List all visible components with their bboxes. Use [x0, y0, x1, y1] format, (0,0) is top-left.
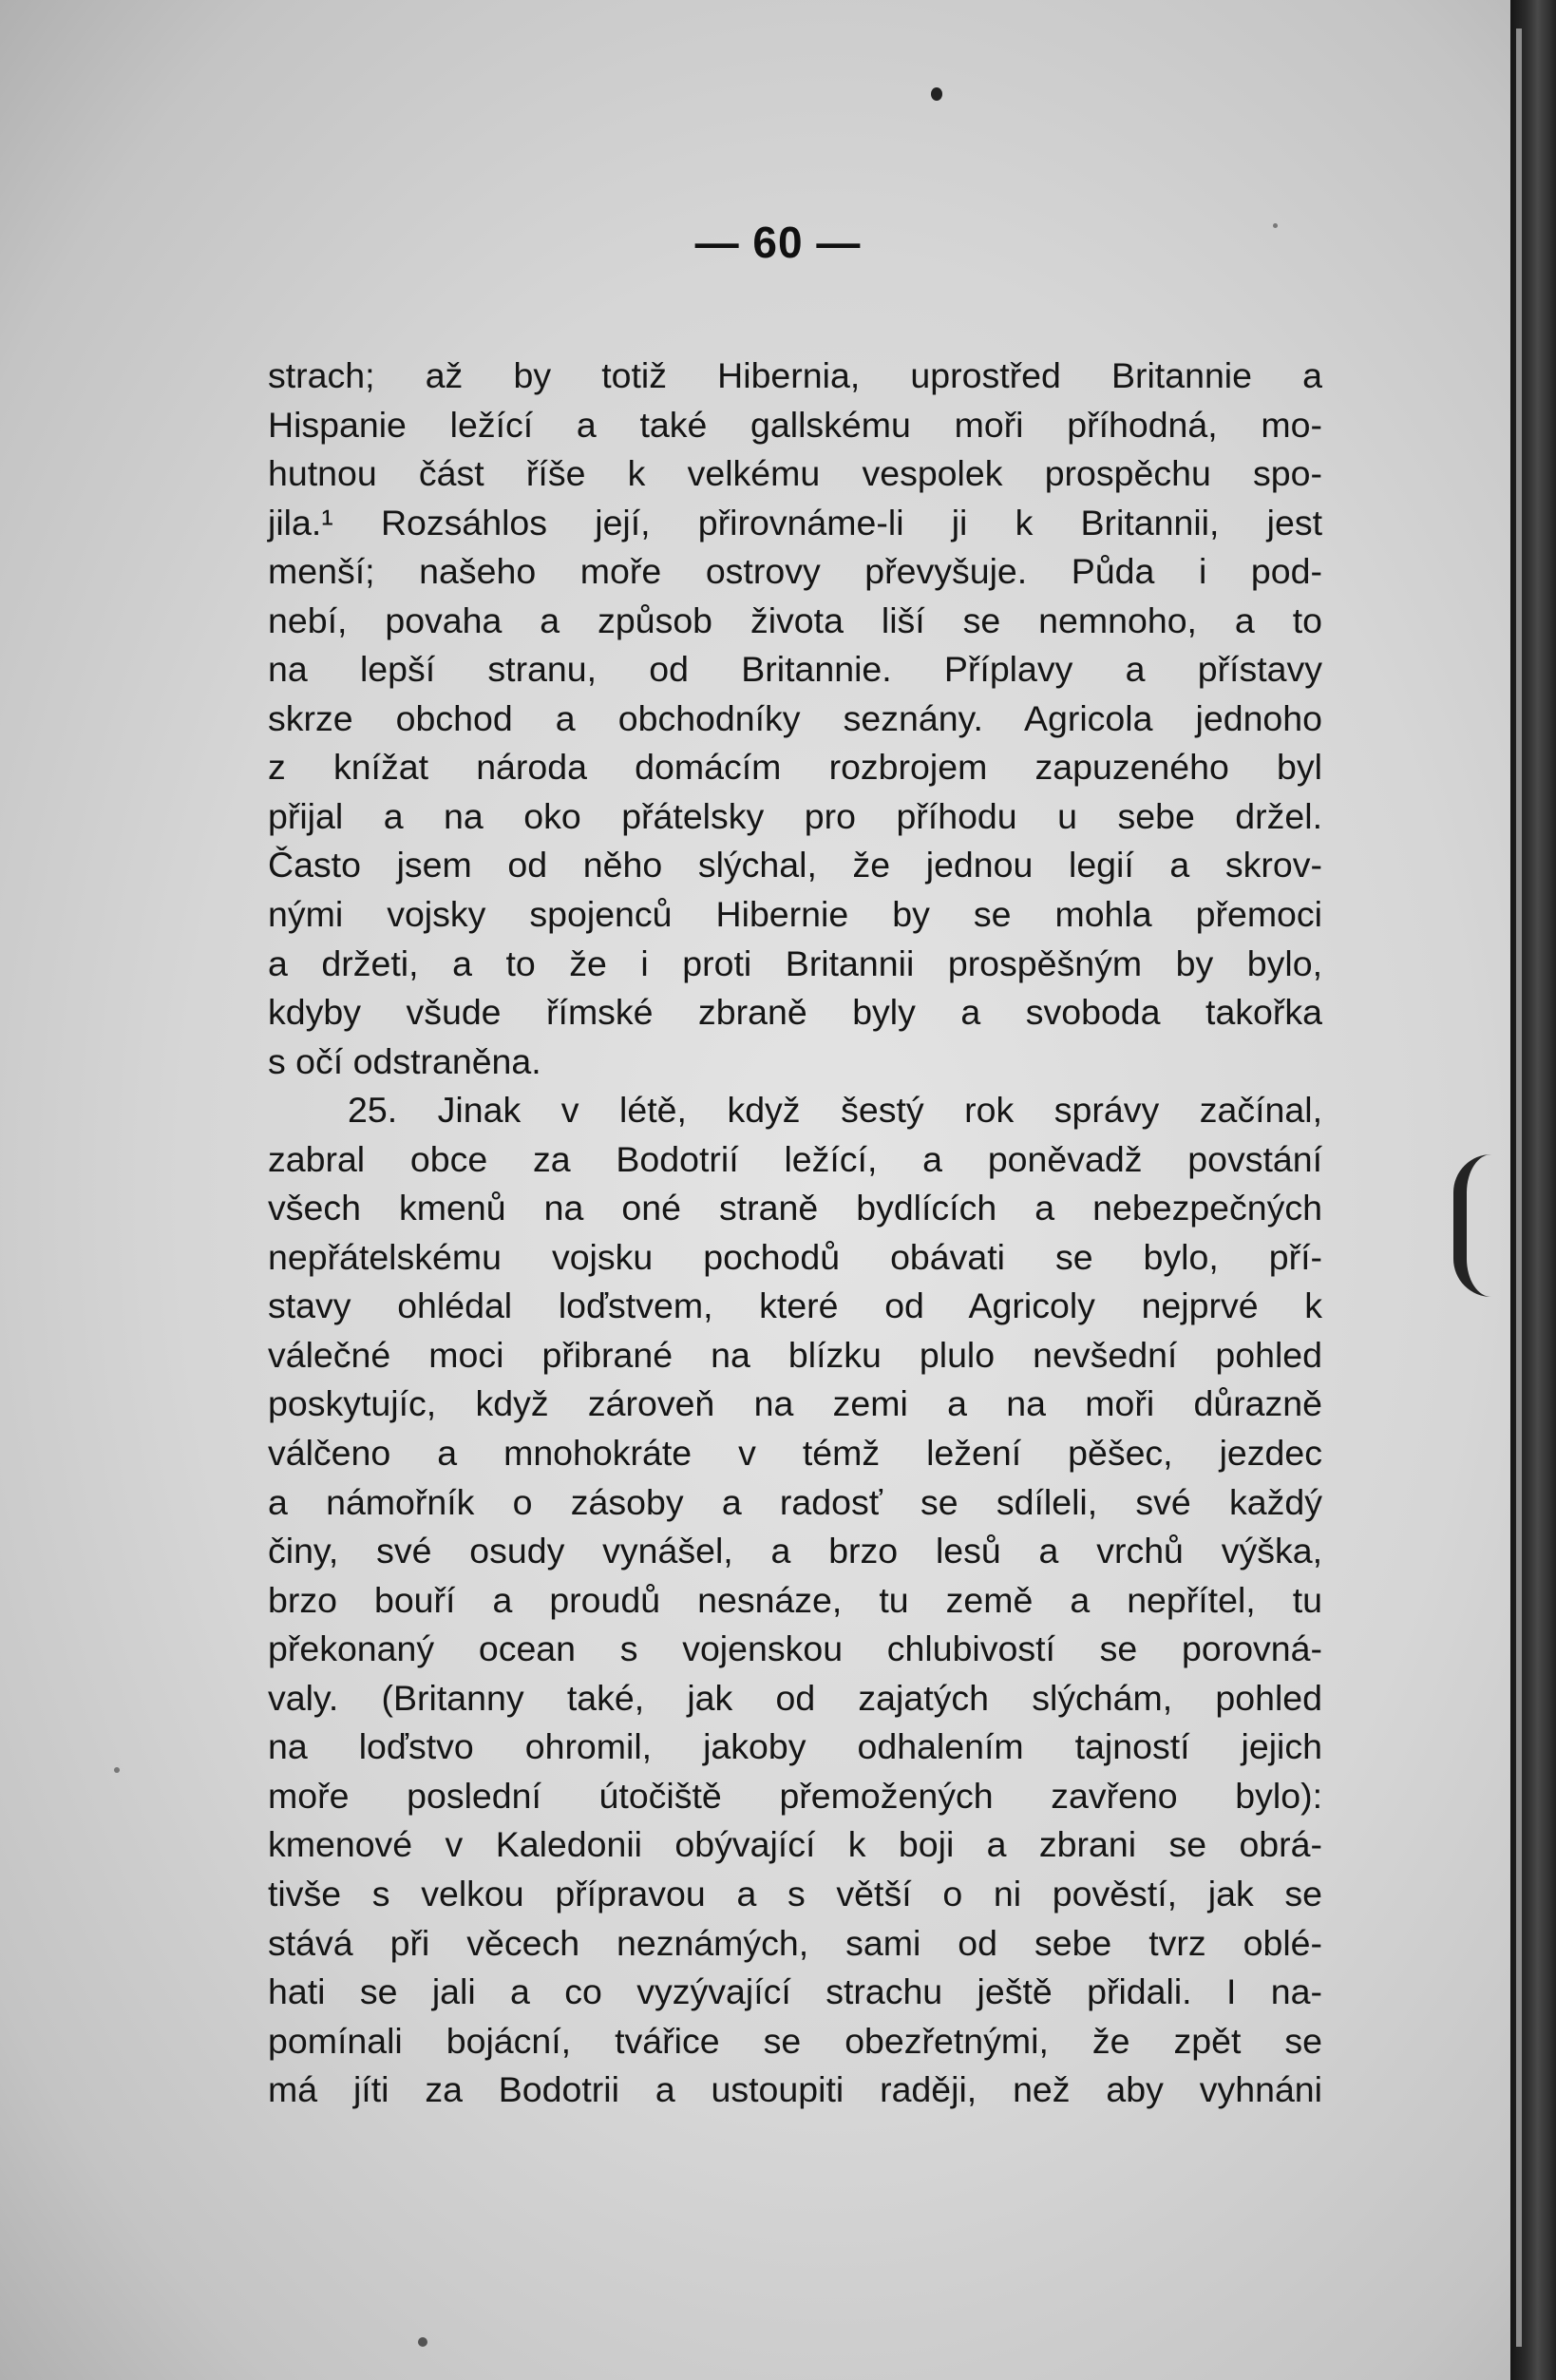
text-line: menší; našeho moře ostrovy převyšuje. Půda i pod-	[268, 551, 1322, 592]
text-line: s očí odstraněna.	[268, 1040, 541, 1081]
text-line: stavy ohlédal loďstvem, které od Agricoly nejprvé k	[268, 1285, 1322, 1326]
text-line: kdyby všude římské zbraně byly a svoboda takořka	[268, 992, 1322, 1033]
text-line: poskytujíc, když zároveň na zemi a na moři důrazně	[268, 1383, 1322, 1424]
text-line: hati se jali a co vyzývající strachu ještě přidali. I na-	[268, 1971, 1322, 2012]
text-line: na lepší stranu, od Britannie. Příplavy a přístavy	[268, 649, 1322, 690]
text-line: jila.¹ Rozsáhlos její, přirovnáme-li ji k Britannii, jest	[268, 502, 1322, 543]
ink-speck	[418, 2337, 427, 2347]
binding-clip	[1453, 1154, 1533, 1297]
text-line: brzo bouří a proudů nesnáze, tu země a nepřítel, tu	[268, 1579, 1322, 1620]
body-text	[268, 352, 1322, 2115]
text-line: stává při věcech neznámých, sami od sebe tvrz oblé-	[268, 1922, 1322, 1963]
text-line: nepřátelskému vojsku pochodů obávati se bylo, pří-	[268, 1236, 1322, 1277]
text-line: překonaný ocean s vojenskou chlubivostí se porovná-	[268, 1628, 1322, 1669]
ink-speck	[114, 1767, 120, 1773]
text-line: kmenové v Kaledonii obývající k boji a zbrani se obrá-	[268, 1824, 1322, 1865]
text-line: pomínali bojácní, tvářice se obezřetnými, že zpět se	[268, 2020, 1322, 2061]
text-line: nými vojsky spojenců Hibernie by se mohla přemoci	[268, 894, 1322, 935]
text-line: z knížat národa domácím rozbrojem zapuzeného byl	[268, 747, 1322, 788]
text-line: válčeno a mnohokráte v témž ležení pěšec, jezdec	[268, 1433, 1322, 1474]
text-line: válečné moci přibrané na blízku plulo nevšední pohled	[268, 1334, 1322, 1375]
text-line: činy, své osudy vynášel, a brzo lesů a vrchů výška,	[268, 1531, 1322, 1571]
text-line: valy. (Britanny také, jak od zajatých slýchám, pohled	[268, 1677, 1322, 1718]
page-number: — 60 —	[694, 218, 862, 267]
text-line: všech kmenů na oné straně bydlících a nebezpečných	[268, 1188, 1322, 1228]
text-line: skrze obchod a obchodníky seznány. Agricola jednoho	[268, 697, 1322, 738]
text-line: Často jsem od něho slýchal, že jednou legií a skrov-	[268, 845, 1322, 885]
text-line: na loďstvo ohromil, jakoby odhalením tajností jejich	[268, 1726, 1322, 1767]
text-line: zabral obce za Bodotrií ležící, a poněvadž povstání	[268, 1138, 1322, 1179]
text-line: hutnou část říše k velkému vespolek prospěchu spo-	[268, 453, 1322, 494]
text-line: moře poslední útočiště přemožených zavřeno bylo):	[268, 1775, 1322, 1816]
ink-speck	[931, 87, 942, 101]
text-line: nebí, povaha a způsob života liší se nemnoho, a to	[268, 600, 1322, 640]
text-line: strach; až by totiž Hibernia, uprostřed Britannie a	[268, 355, 1322, 395]
text-line: má jíti za Bodotrii a ustoupiti raději, než aby vyhnáni	[268, 2069, 1322, 2110]
text-line: přijal a na oko přátelsky pro příhodu u sebe držel.	[268, 795, 1322, 836]
text-line: Hispanie ležící a také gallskému moři příhodná, mo-	[268, 404, 1322, 445]
text-line: a držeti, a to že i proti Britannii prospěšným by bylo,	[268, 942, 1322, 983]
text-line: a námořník o zásoby a radosť se sdíleli, své každý	[268, 1481, 1322, 1522]
text-line: tivše s velkou přípravou a s větší o ni pověstí, jak se	[268, 1873, 1322, 1914]
text-line: 25. Jinak v létě, když šestý rok správy začínal,	[348, 1090, 1322, 1131]
